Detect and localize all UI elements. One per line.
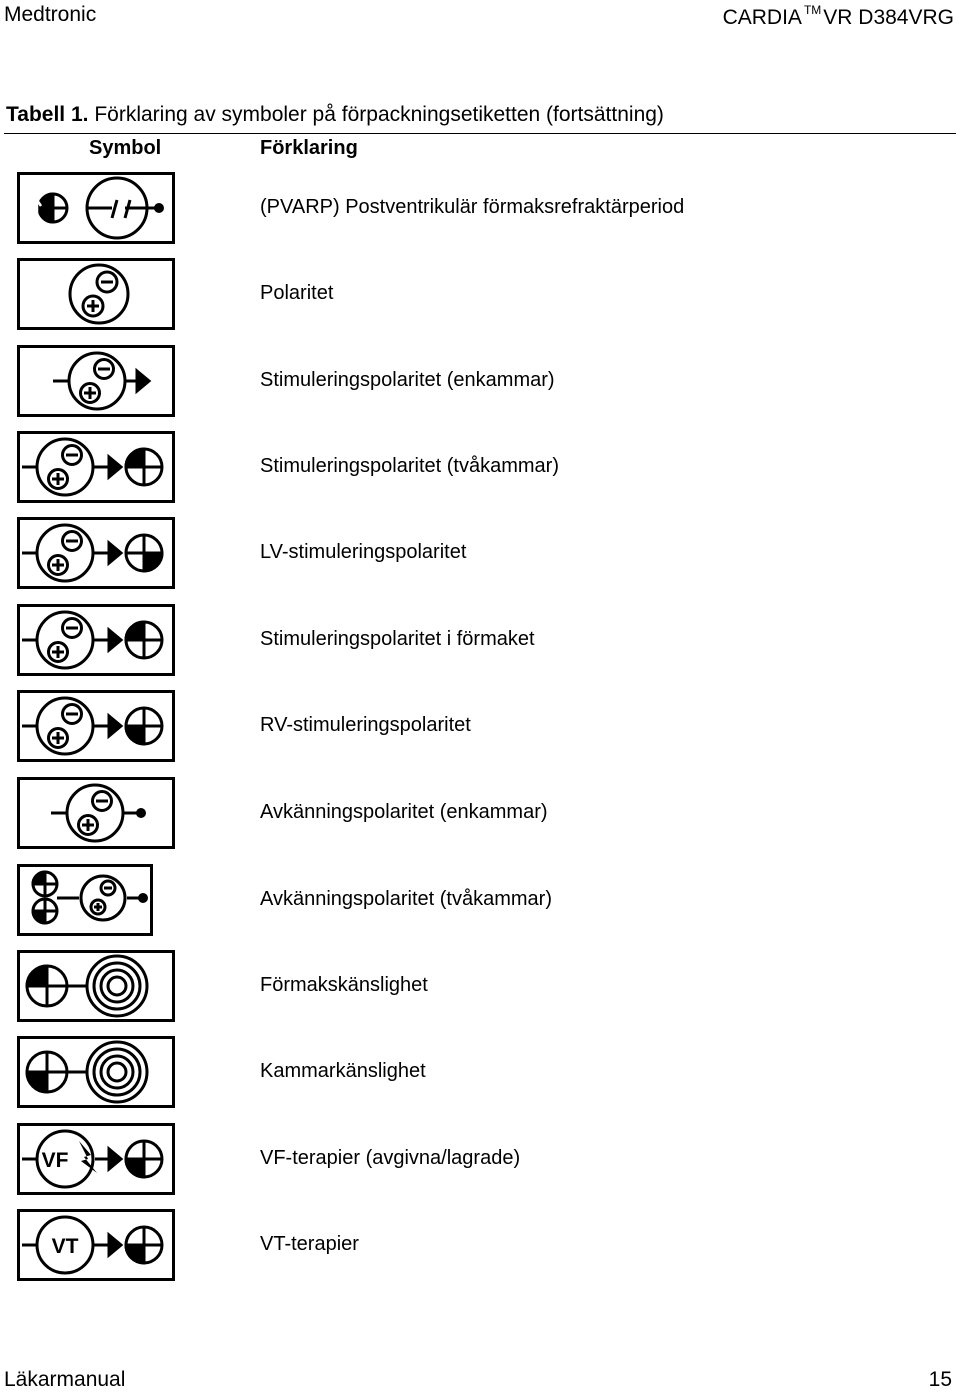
lv-pacing-polarity-icon [17, 517, 175, 589]
pacing-polarity-single-icon [17, 345, 175, 417]
row-text: Avkänningspolaritet (tvåkammar) [260, 888, 552, 910]
sensing-polarity-single-icon [17, 777, 175, 849]
row-text: Kammarkänslighet [260, 1060, 426, 1082]
row-text: LV-stimuleringspolaritet [260, 541, 467, 563]
table-caption: Tabell 1. Förklaring av symboler på förpackningsetiketten (fortsättning) [6, 103, 664, 126]
row-text: Stimuleringspolaritet i förmaket [260, 628, 535, 650]
vt-label: VT [51, 1235, 79, 1258]
polarity-icon [17, 258, 175, 330]
table-row [0, 1123, 960, 1193]
header-product: CARDIA ™VR D384VRG [722, 3, 954, 29]
column-header-symbol: Symbol [89, 137, 162, 159]
table-row [0, 431, 960, 501]
column-header-explanation: Förklaring [260, 137, 358, 159]
row-text: Förmakskänslighet [260, 974, 428, 996]
vf-label: VF [41, 1149, 69, 1172]
table-row [0, 172, 960, 242]
table-row [0, 777, 960, 847]
row-text: Stimuleringspolaritet (tvåkammar) [260, 455, 559, 477]
footer-manual: Läkarmanual [4, 1368, 126, 1391]
row-text: Polaritet [260, 282, 334, 304]
pacing-polarity-dual-icon [17, 431, 175, 503]
divider [4, 133, 956, 134]
row-text: RV-stimuleringspolaritet [260, 714, 471, 736]
atrial-sensitivity-icon [17, 950, 175, 1022]
table-row [0, 1209, 960, 1279]
vt-therapy-icon [17, 1209, 175, 1281]
table-row [0, 604, 960, 674]
table-row [0, 690, 960, 760]
row-text: Avkänningspolaritet (enkammar) [260, 801, 548, 823]
page-number: 15 [928, 1368, 952, 1391]
row-text: Stimuleringspolaritet (enkammar) [260, 369, 555, 391]
table-row [0, 258, 960, 328]
pvarp-icon [17, 172, 175, 244]
atrial-pacing-polarity-icon [17, 604, 175, 676]
table-row [0, 517, 960, 587]
table-row [0, 345, 960, 415]
row-text: VT-terapier [260, 1233, 359, 1255]
table-row [0, 864, 960, 934]
table-row [0, 950, 960, 1020]
rv-pacing-polarity-icon [17, 690, 175, 762]
ventricular-sensitivity-icon [17, 1036, 175, 1108]
vf-therapy-icon [17, 1123, 175, 1195]
row-text: (PVARP) Postventrikulär förmaksrefraktärperiod [260, 196, 685, 218]
table-row [0, 1036, 960, 1106]
header-brand: Medtronic [4, 3, 97, 26]
row-text: VF-terapier (avgivna/lagrade) [260, 1147, 521, 1169]
sensing-polarity-dual-icon [17, 864, 153, 936]
